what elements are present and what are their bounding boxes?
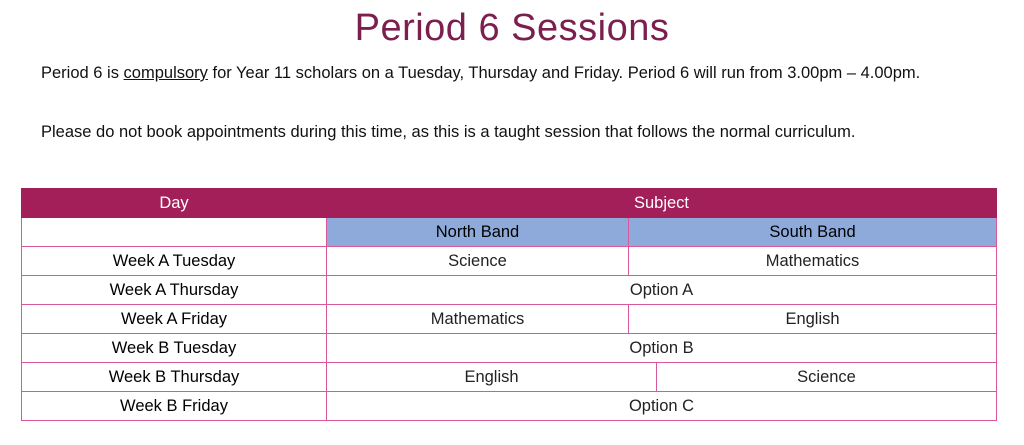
schedule-table [21,188,997,421]
intro-emphasis: compulsory [123,64,208,82]
option-cell: Option C [327,392,997,421]
intro-paragraph-2: Please do not book appointments during this time, as this is a taught session that follows the normal curriculum. [41,123,856,141]
south-band-cell: Science [657,363,997,392]
day-cell: Week A Friday [22,305,327,334]
table-row [22,305,997,334]
south-band-cell: English [629,305,997,334]
page-title: Period 6 Sessions [354,7,670,49]
day-cell: Week B Friday [22,392,327,421]
day-cell: Week B Thursday [22,363,327,392]
intro-paragraph-1 [41,61,941,86]
north-band-cell: Science [327,247,629,276]
day-cell: Week A Tuesday [22,247,327,276]
south-band-cell: Mathematics [629,247,997,276]
band-header-row [22,218,997,247]
option-cell: Option A [327,276,997,305]
north-band-cell: English [327,363,657,392]
option-cell: Option B [327,334,997,363]
band-header-empty [22,218,327,247]
table-row [22,276,997,305]
table-row [22,363,997,392]
intro-text-prefix: Period 6 is [41,64,124,82]
day-cell: Week A Thursday [22,276,327,305]
intro-text-suffix: for Year 11 scholars on a Tuesday, Thursday and Friday. Period 6 will run from 3.00pm – 4.00pm. [207,64,921,82]
table-row [22,392,997,421]
table-row [22,334,997,363]
table-header-row [22,189,997,218]
day-cell: Week B Tuesday [22,334,327,363]
header-subject: Subject [327,189,997,218]
north-band-cell: Mathematics [327,305,629,334]
header-south-band: South Band [629,218,997,247]
table-row [22,247,997,276]
header-day: Day [22,189,327,218]
header-north-band: North Band [327,218,629,247]
